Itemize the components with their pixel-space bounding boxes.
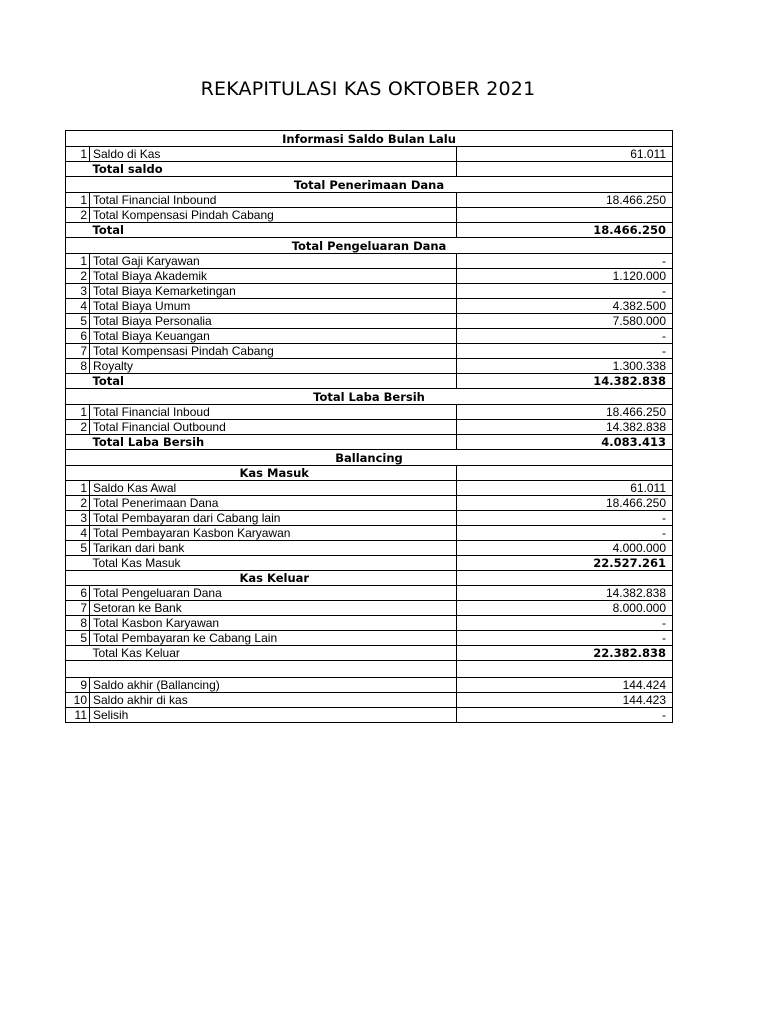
table-row: [66, 208, 673, 223]
page-title: REKAPITULASI KAS OKTOBER 2021: [200, 78, 536, 100]
row-value: -: [457, 526, 673, 541]
section-header: [66, 238, 673, 254]
row-label: Tarikan dari bank: [90, 541, 457, 556]
row-number: 2: [66, 496, 90, 511]
row-label: Total Penerimaan Dana: [90, 496, 457, 511]
row-value: -: [457, 254, 673, 269]
spacer-row: [66, 661, 673, 678]
table-row: [66, 329, 673, 344]
row-number: 2: [66, 208, 90, 223]
row-number: 1: [66, 405, 90, 420]
row-label: Saldo akhir (Ballancing): [90, 678, 457, 693]
table-row: [66, 299, 673, 314]
row-value: -: [457, 329, 673, 344]
total-label: Total Kas Keluar: [90, 646, 457, 661]
row-number: 1: [66, 147, 90, 162]
total-value: 14.382.838: [457, 374, 673, 389]
total-value: 22.527.261: [457, 556, 673, 571]
table-row: [66, 147, 673, 162]
row-value: 4.382.500: [457, 299, 673, 314]
row-number: 2: [66, 420, 90, 435]
row-value: -: [457, 511, 673, 526]
section-title: Total Laba Bersih: [66, 389, 673, 405]
row-label: Saldo di Kas: [90, 147, 457, 162]
row-number: 5: [66, 631, 90, 646]
row-value: 18.466.250: [457, 496, 673, 511]
section-header: [66, 450, 673, 466]
subsection-title: Kas Masuk: [90, 466, 457, 481]
row-value: -: [457, 708, 673, 723]
total-value: 22.382.838: [457, 646, 673, 661]
row-label: Total Gaji Karyawan: [90, 254, 457, 269]
row-label: Total Financial Inbound: [90, 193, 457, 208]
row-number: 6: [66, 586, 90, 601]
row-label: Total Biaya Keuangan: [90, 329, 457, 344]
table-row: [66, 708, 673, 723]
total-row: [66, 556, 673, 571]
row-number: 10: [66, 693, 90, 708]
row-label: Total Financial Inboud: [90, 405, 457, 420]
row-label: Total Pembayaran dari Cabang lain: [90, 511, 457, 526]
table-row: [66, 541, 673, 556]
row-value: 144.423: [457, 693, 673, 708]
section-title: Total Pengeluaran Dana: [66, 238, 673, 254]
table-row: [66, 616, 673, 631]
total-row: [66, 646, 673, 661]
row-label: Total Kompensasi Pindah Cabang: [90, 208, 457, 223]
table-row: [66, 314, 673, 329]
row-label: Total Biaya Kemarketingan: [90, 284, 457, 299]
table-row: [66, 496, 673, 511]
row-label: Saldo Kas Awal: [90, 481, 457, 496]
table-row: [66, 405, 673, 420]
row-number: 7: [66, 344, 90, 359]
section-title: Total Penerimaan Dana: [66, 177, 673, 193]
row-number: 2: [66, 269, 90, 284]
total-label: Total: [90, 374, 457, 389]
row-label: Total Financial Outbound: [90, 420, 457, 435]
total-row: [66, 223, 673, 238]
total-label: Total: [90, 223, 457, 238]
row-number: 3: [66, 284, 90, 299]
total-row: [66, 374, 673, 389]
row-value: -: [457, 631, 673, 646]
row-value: 144.424: [457, 678, 673, 693]
row-value: 1.300.338: [457, 359, 673, 374]
total-label: Total Laba Bersih: [90, 435, 457, 450]
recap-table: [65, 130, 673, 723]
row-number: 1: [66, 254, 90, 269]
row-value: 7.580.000: [457, 314, 673, 329]
row-value: [457, 208, 673, 223]
total-value: [457, 162, 673, 177]
row-number: 8: [66, 616, 90, 631]
table-row: [66, 284, 673, 299]
row-number: 7: [66, 601, 90, 616]
row-number: 3: [66, 511, 90, 526]
row-value: 4.000.000: [457, 541, 673, 556]
row-value: -: [457, 284, 673, 299]
section-header: [66, 131, 673, 147]
row-number: 9: [66, 678, 90, 693]
table-row: [66, 693, 673, 708]
table-row: [66, 526, 673, 541]
row-number: 5: [66, 541, 90, 556]
row-label: Total Pembayaran ke Cabang Lain: [90, 631, 457, 646]
row-label: Total Biaya Personalia: [90, 314, 457, 329]
total-row: [66, 162, 673, 177]
section-title: Ballancing: [66, 450, 673, 466]
table-row: [66, 344, 673, 359]
row-label: Total Biaya Umum: [90, 299, 457, 314]
row-label: Total Pembayaran Kasbon Karyawan: [90, 526, 457, 541]
table-row: [66, 678, 673, 693]
row-value: 14.382.838: [457, 420, 673, 435]
row-value: 1.120.000: [457, 269, 673, 284]
row-number: 1: [66, 481, 90, 496]
total-label: Total saldo: [90, 162, 457, 177]
row-value: -: [457, 616, 673, 631]
total-label: Total Kas Masuk: [90, 556, 457, 571]
section-header: [66, 389, 673, 405]
row-label: Total Kasbon Karyawan: [90, 616, 457, 631]
row-value: 18.466.250: [457, 193, 673, 208]
table-row: [66, 511, 673, 526]
row-number: 1: [66, 193, 90, 208]
table-row: [66, 481, 673, 496]
subsection-header: [66, 466, 673, 481]
row-value: -: [457, 344, 673, 359]
table-row: [66, 254, 673, 269]
row-label: Setoran ke Bank: [90, 601, 457, 616]
table-row: [66, 420, 673, 435]
total-value: 18.466.250: [457, 223, 673, 238]
row-value: 61.011: [457, 481, 673, 496]
table-row: [66, 631, 673, 646]
section-header: [66, 177, 673, 193]
row-number: 8: [66, 359, 90, 374]
row-number: 4: [66, 299, 90, 314]
row-number: 4: [66, 526, 90, 541]
subsection-header: [66, 571, 673, 586]
subsection-title: Kas Keluar: [90, 571, 457, 586]
row-label: Total Pengeluaran Dana: [90, 586, 457, 601]
table-row: [66, 586, 673, 601]
table-row: [66, 601, 673, 616]
section-title: Informasi Saldo Bulan Lalu: [66, 131, 673, 147]
row-label: Total Biaya Akademik: [90, 269, 457, 284]
total-value: 4.083.413: [457, 435, 673, 450]
table-row: [66, 269, 673, 284]
row-label: Total Kompensasi Pindah Cabang: [90, 344, 457, 359]
row-value: 14.382.838: [457, 586, 673, 601]
row-value: 8.000.000: [457, 601, 673, 616]
row-number: 11: [66, 708, 90, 723]
row-value: 61.011: [457, 147, 673, 162]
table-row: [66, 359, 673, 374]
total-row: [66, 435, 673, 450]
table-row: [66, 193, 673, 208]
row-number: 6: [66, 329, 90, 344]
row-label: Saldo akhir di kas: [90, 693, 457, 708]
row-value: 18.466.250: [457, 405, 673, 420]
row-number: 5: [66, 314, 90, 329]
row-label: Selisih: [90, 708, 457, 723]
row-label: Royalty: [90, 359, 457, 374]
